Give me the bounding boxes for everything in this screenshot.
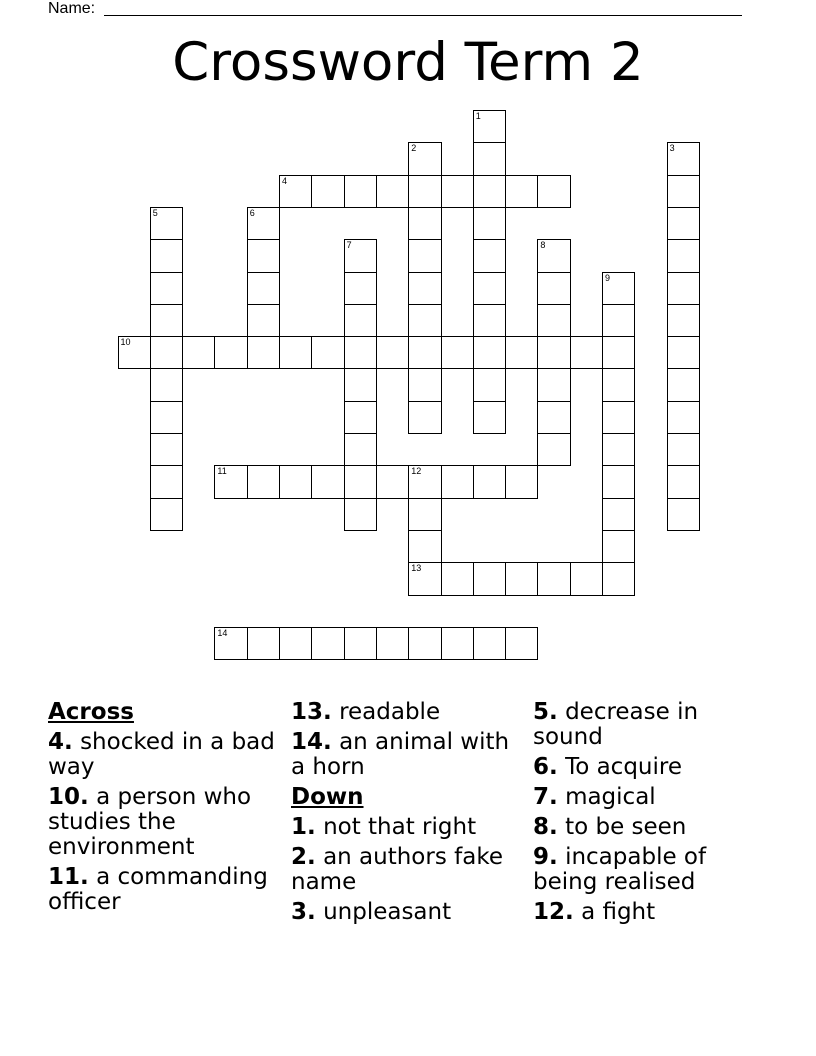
grid-cell[interactable] <box>150 207 183 240</box>
grid-cell[interactable] <box>667 465 700 498</box>
grid-cell[interactable] <box>408 401 441 434</box>
grid-cell[interactable] <box>214 336 247 369</box>
clues-column-2 <box>291 700 526 930</box>
clue-number: 13 <box>411 563 422 574</box>
grid-cell[interactable] <box>376 336 409 369</box>
grid-cell[interactable] <box>311 336 344 369</box>
grid-cell[interactable] <box>537 175 570 208</box>
clue-down-1: 1. not that right <box>291 814 477 840</box>
page-title: Crossword Term 2 <box>172 32 644 93</box>
clue-number: 12 <box>411 466 422 477</box>
grid-cell[interactable] <box>570 336 603 369</box>
grid-cell[interactable] <box>247 465 280 498</box>
grid-cell[interactable] <box>602 433 635 466</box>
grid-cell[interactable] <box>505 562 538 595</box>
grid-cell[interactable] <box>473 272 506 305</box>
grid-cell[interactable] <box>344 272 377 305</box>
grid-cell[interactable] <box>473 627 506 660</box>
clue-number: 14 <box>217 627 228 638</box>
grid-cell[interactable] <box>150 368 183 401</box>
grid-cell[interactable] <box>344 239 377 272</box>
grid-cell[interactable] <box>473 465 506 498</box>
grid-cell[interactable] <box>150 498 183 531</box>
grid-cell[interactable] <box>247 272 280 305</box>
grid-cell[interactable] <box>408 336 441 369</box>
grid-cell[interactable] <box>537 562 570 595</box>
clue-number: 5 <box>152 207 158 218</box>
clue-number: 7 <box>346 240 352 251</box>
grid-cell[interactable] <box>344 498 377 531</box>
grid-cell[interactable] <box>150 465 183 498</box>
grid-cell[interactable] <box>408 142 441 175</box>
grid-cell[interactable] <box>408 207 441 240</box>
clue-down-2: 2. an authors fake name <box>291 844 503 895</box>
grid-cell[interactable] <box>602 498 635 531</box>
grid-cell[interactable] <box>408 368 441 401</box>
grid-cell[interactable] <box>602 368 635 401</box>
grid-cell[interactable] <box>247 336 280 369</box>
grid-cell[interactable] <box>505 336 538 369</box>
grid-cell[interactable] <box>408 304 441 337</box>
grid-cell[interactable] <box>473 336 506 369</box>
grid-cell[interactable] <box>214 627 247 660</box>
grid-cell[interactable] <box>602 530 635 563</box>
grid-cell[interactable] <box>247 207 280 240</box>
grid-cell[interactable] <box>473 562 506 595</box>
grid-cell[interactable] <box>118 336 151 369</box>
grid-cell[interactable] <box>473 304 506 337</box>
grid-cell[interactable] <box>667 498 700 531</box>
grid-cell[interactable] <box>408 562 441 595</box>
grid-cell[interactable] <box>473 239 506 272</box>
grid-cell[interactable] <box>537 368 570 401</box>
grid-cell[interactable] <box>473 175 506 208</box>
grid-cell[interactable] <box>311 175 344 208</box>
grid-cell[interactable] <box>667 239 700 272</box>
grid-cell[interactable] <box>537 433 570 466</box>
grid-cell[interactable] <box>505 627 538 660</box>
grid-cell[interactable] <box>311 627 344 660</box>
grid-cell[interactable] <box>667 368 700 401</box>
clue-number: 10 <box>120 337 131 348</box>
clues-column-1 <box>48 700 283 920</box>
grid-cell[interactable] <box>602 336 635 369</box>
grid-cell[interactable] <box>473 110 506 143</box>
clue-number: 9 <box>605 272 611 283</box>
grid-cell[interactable] <box>344 336 377 369</box>
grid-cell[interactable] <box>408 530 441 563</box>
grid-cell[interactable] <box>667 142 700 175</box>
grid-cell[interactable] <box>537 239 570 272</box>
clue-down-7: 7. magical <box>533 784 656 810</box>
grid-cell[interactable] <box>441 562 474 595</box>
grid-cell[interactable] <box>150 401 183 434</box>
grid-cell[interactable] <box>602 401 635 434</box>
grid-cell[interactable] <box>602 465 635 498</box>
grid-cell[interactable] <box>473 368 506 401</box>
clue-down-6: 6. To acquire <box>533 754 682 780</box>
clue-down-9: 9. incapable of being realised <box>533 844 707 895</box>
grid-cell[interactable] <box>247 304 280 337</box>
clues-column-3 <box>533 700 768 930</box>
clue-across-13: 13. readable <box>291 699 441 725</box>
grid-cell[interactable] <box>279 627 312 660</box>
grid-cell[interactable] <box>150 272 183 305</box>
grid-cell[interactable] <box>408 272 441 305</box>
grid-cell[interactable] <box>667 304 700 337</box>
grid-cell[interactable] <box>408 627 441 660</box>
grid-cell[interactable] <box>441 175 474 208</box>
grid-cell[interactable] <box>408 239 441 272</box>
down-heading: Down <box>291 784 364 810</box>
clue-number: 6 <box>249 207 255 218</box>
grid-cell[interactable] <box>602 562 635 595</box>
grid-cell[interactable] <box>344 304 377 337</box>
clue-down-3: 3. unpleasant <box>291 899 452 925</box>
grid-cell[interactable] <box>505 465 538 498</box>
grid-cell[interactable] <box>344 627 377 660</box>
grid-cell[interactable] <box>344 175 377 208</box>
clue-across-14: 14. an animal with a horn <box>291 729 510 780</box>
name-label: Name: <box>48 0 96 17</box>
grid-cell[interactable] <box>408 175 441 208</box>
grid-cell[interactable] <box>344 465 377 498</box>
grid-cell[interactable] <box>376 175 409 208</box>
grid-cell[interactable] <box>667 401 700 434</box>
grid-cell[interactable] <box>473 142 506 175</box>
grid-cell[interactable] <box>537 304 570 337</box>
grid-cell[interactable] <box>279 175 312 208</box>
grid-cell[interactable] <box>667 207 700 240</box>
grid-cell[interactable] <box>150 239 183 272</box>
grid-cell[interactable] <box>441 627 474 660</box>
clue-across-10: 10. a person who studies the environment <box>48 784 252 860</box>
grid-cell[interactable] <box>376 465 409 498</box>
grid-cell[interactable] <box>537 272 570 305</box>
grid-cell[interactable] <box>150 304 183 337</box>
grid-cell[interactable] <box>667 433 700 466</box>
grid-cell[interactable] <box>667 336 700 369</box>
grid-cell[interactable] <box>279 465 312 498</box>
grid-cell[interactable] <box>602 272 635 305</box>
clue-number: 11 <box>217 466 227 477</box>
clue-down-12: 12. a fight <box>533 899 656 925</box>
grid-cell[interactable] <box>441 336 474 369</box>
clue-number: 8 <box>540 240 546 251</box>
grid-cell[interactable] <box>344 401 377 434</box>
grid-cell[interactable] <box>150 336 183 369</box>
grid-cell[interactable] <box>150 433 183 466</box>
grid-cell[interactable] <box>667 272 700 305</box>
grid-cell[interactable] <box>537 336 570 369</box>
grid-cell[interactable] <box>344 368 377 401</box>
grid-cell[interactable] <box>214 465 247 498</box>
grid-cell[interactable] <box>441 465 474 498</box>
grid-cell[interactable] <box>247 627 280 660</box>
grid-cell[interactable] <box>408 465 441 498</box>
clue-number: 3 <box>669 143 675 154</box>
grid-cell[interactable] <box>182 336 215 369</box>
grid-cell[interactable] <box>473 207 506 240</box>
clue-down-5: 5. decrease in sound <box>533 699 699 750</box>
clue-number: 4 <box>282 175 288 186</box>
grid-cell[interactable] <box>247 239 280 272</box>
grid-cell[interactable] <box>667 175 700 208</box>
grid-cell[interactable] <box>473 401 506 434</box>
grid-cell[interactable] <box>376 627 409 660</box>
clue-down-8: 8. to be seen <box>533 814 687 840</box>
grid-cell[interactable] <box>408 498 441 531</box>
grid-cell[interactable] <box>537 401 570 434</box>
grid-cell[interactable] <box>570 562 603 595</box>
grid-cell[interactable] <box>505 175 538 208</box>
grid-cell[interactable] <box>602 304 635 337</box>
grid-cell[interactable] <box>279 336 312 369</box>
across-heading: Across <box>48 699 134 725</box>
clue-number: 2 <box>411 143 417 154</box>
clue-number: 1 <box>475 111 481 121</box>
clue-across-11: 11. a commanding officer <box>48 864 268 915</box>
grid-cell[interactable] <box>311 465 344 498</box>
grid-cell[interactable] <box>344 433 377 466</box>
clue-across-4: 4. shocked in a bad way <box>48 729 275 780</box>
